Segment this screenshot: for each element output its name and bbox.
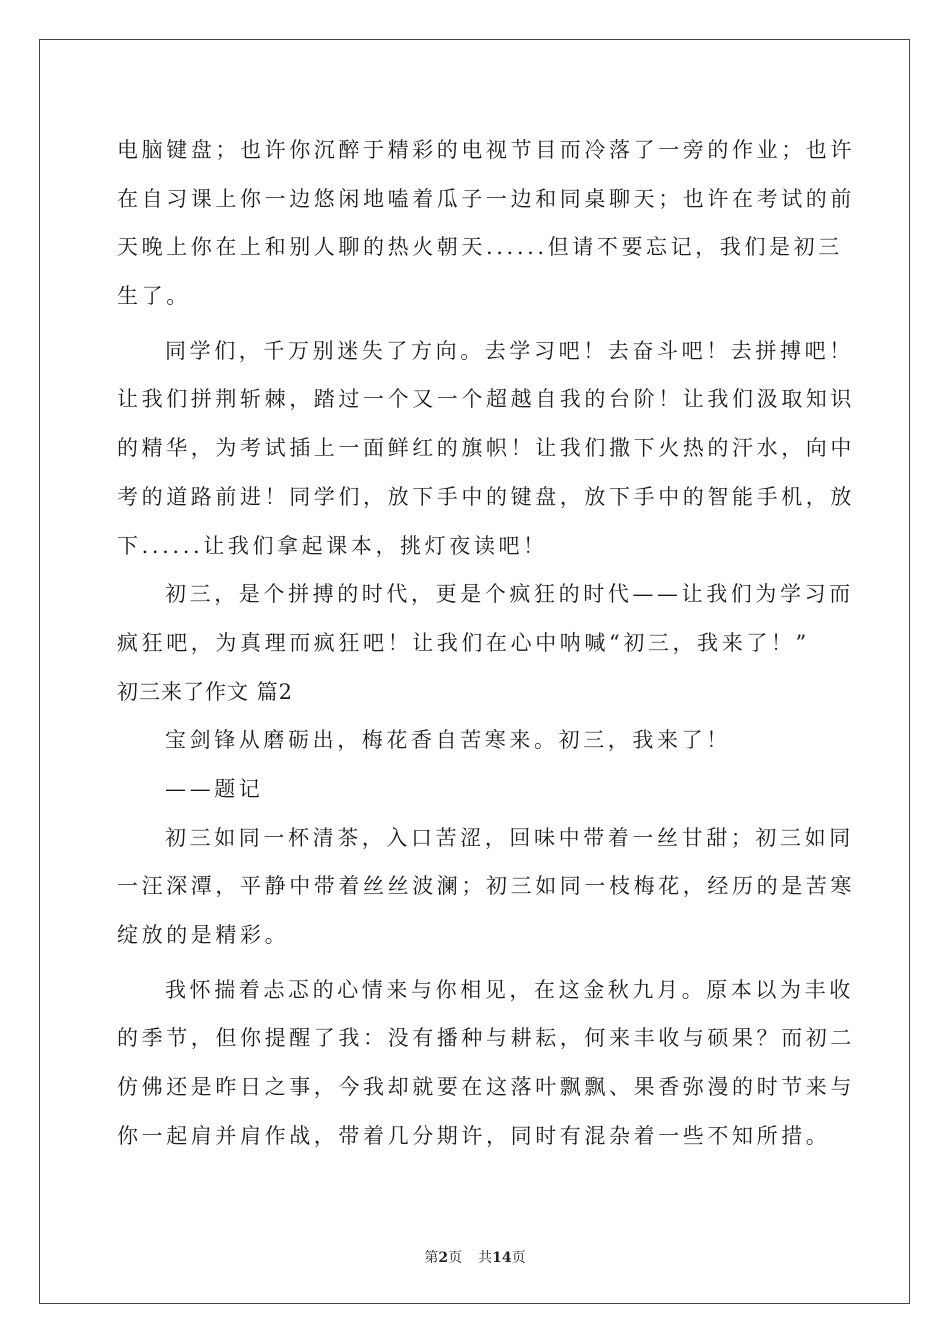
epigraph: 宝剑锋从磨砺出，梅花香自苦寒来。初三，我来了！ [165,728,731,753]
section-heading: 初三来了作文 篇2 [117,679,294,704]
text-line: 的精华，为考试插上一面鲜红的旗帜！让我们撒下火热的汗水，向中 [117,436,855,461]
text-line: 生了。 [117,284,191,309]
epigraph-attribution: ——题记 [165,776,264,801]
text-line: 电脑键盘；也许你沉醉于精彩的电视节目而冷落了一旁的作业；也许 [117,138,855,162]
page-suffix: 页 [448,1250,463,1266]
paragraph-start: 同学们，千万别迷失了方向。去学习吧！去奋斗吧！去拼搏吧！ [165,338,854,363]
total-prefix: 共 [478,1250,493,1266]
page-footer [0,1247,950,1267]
text-line: 让我们拼荆斩棘，踏过一个又一个超越自我的台阶！让我们汲取知识 [117,387,855,412]
total-pages: 14 [492,1250,512,1266]
text-line: 你一起肩并肩作战，带着几分期许，同时有混杂着一些不知所措。 [117,1123,831,1148]
text-line: 天晚上你在上和别人聊的热火朝天......但请不要忘记，我们是初三 [117,235,843,260]
text-line: 的季节，但你提醒了我：没有播种与耕耘，何来丰收与硕果？而初二 [117,1026,855,1051]
paragraph-start: 初三如同一杯清茶，入口苦涩，回味中带着一丝甘甜；初三如同 [165,825,854,850]
text-line: 疯狂吧，为真理而疯狂吧！让我们在心中呐喊“初三，我来了！” [117,630,810,655]
document-body [117,126,855,1160]
text-line: 一汪深潭，平静中带着丝丝波澜；初三如同一枝梅花，经历的是苦寒 [117,874,855,899]
page-prefix: 第 [424,1250,439,1266]
paragraph-start: 初三，是个拼搏的时代，更是个疯狂的时代——让我们为学习而 [165,582,854,607]
text-line: 绽放的是精彩。 [117,923,290,947]
text-line: 仿佛还是昨日之事，今我却就要在这落叶飘飘、果香弥漫的时节来与 [117,1075,855,1100]
total-suffix: 页 [511,1250,526,1266]
page-number: 2 [438,1250,449,1266]
text-line: 考的道路前进！同学们，放下手中的键盘，放下手中的智能手机，放 [117,484,855,509]
text-line: 下......让我们拿起课本，挑灯夜读吧！ [117,533,548,558]
text-line: 在自习课上你一边悠闲地嗑着瓜子一边和同桌聊天；也许在考试的前 [117,186,855,211]
paragraph-start: 我怀揣着忐忑的心情来与你相见，在这金秋九月。原本以为丰收 [165,977,854,1002]
